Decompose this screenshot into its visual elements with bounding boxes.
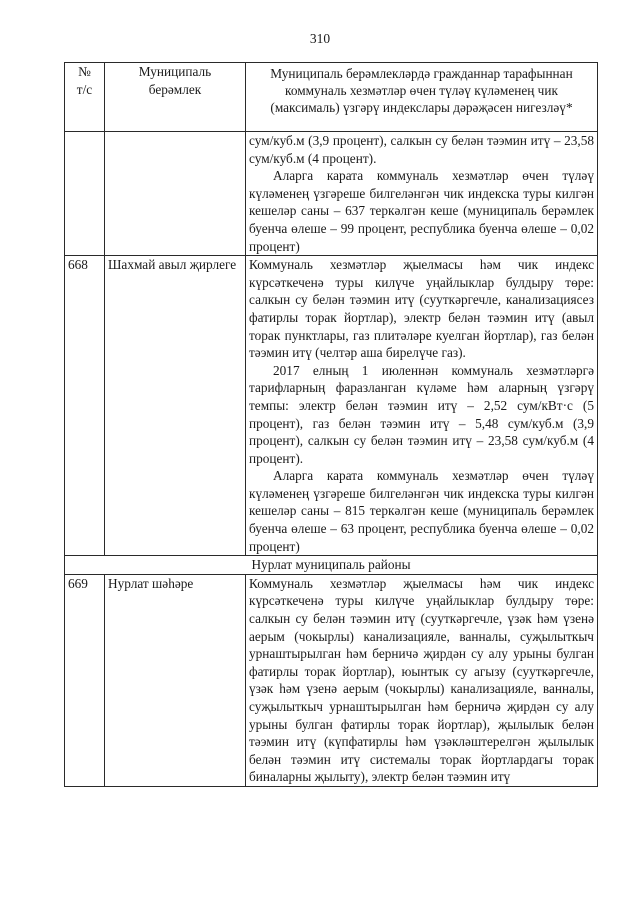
description-paragraph: 2017 елның 1 июленнән коммуналь хезмәтләргә тарифларның фаразланган күләме һәм аларның үзгәрү темпы: электр белән тәэмин итү – 2,52 сум/кВт·с (5 процент), газ белән тәэмин итү – 5,48 сум/куб.м (3,9 процент), салкын су белән тәэмин итү – 23,58 сум/куб.м (4 процент). xyxy=(249,362,594,466)
row-description xyxy=(246,132,598,256)
row-number: 669 xyxy=(65,574,105,786)
header-number xyxy=(65,63,105,132)
row-municipality: Шахмай авыл җирлеге xyxy=(105,256,246,556)
row-description xyxy=(246,574,598,786)
table-header-row xyxy=(65,63,598,132)
row-number: 668 xyxy=(65,256,105,556)
row-municipality xyxy=(105,132,246,256)
header-number-text: № т/с xyxy=(76,64,93,97)
description-paragraph: сум/куб.м (3,9 процент), салкын су белән тәэмин итү – 23,58 сум/куб.м (4 процент). xyxy=(249,133,594,166)
header-description xyxy=(246,63,598,132)
header-description-text: Муниципаль берәмлекләрдә гражданнар тарафыннан коммуналь хезмәтләр өчен түләү күләменең чик (максималь) үзгәрү индекслары дәрәҗәсен нигезләү* xyxy=(270,66,573,115)
header-municipality-text: Муниципаль берәмлек xyxy=(138,64,212,97)
description-paragraph: Коммуналь хезмәтләр җыелмасы һәм чик индекс күрсәткеченә туры килүче уңайлыклар булдыру төре: салкын су белән тәэмин итү (сууткәргечле, канализациясез фатирлы торак йортлар), электр белән тәэмин итү (авыл торак пунктлары, газ плитәләре куелган йортлар), газ белән тәэмин итү (челтәр аша бирелүче газ). xyxy=(249,257,594,361)
tariff-index-table xyxy=(64,62,598,787)
header-municipality xyxy=(105,63,246,132)
table-row xyxy=(65,132,598,256)
table-row xyxy=(65,574,598,786)
row-description xyxy=(246,256,598,556)
section-row xyxy=(65,556,598,575)
page-number: 310 xyxy=(309,31,331,46)
row-number xyxy=(65,132,105,256)
row-municipality: Нурлат шәһәре xyxy=(105,574,246,786)
table-row xyxy=(65,256,598,556)
description-paragraph: Коммуналь хезмәтләр җыелмасы һәм чик индекс күрсәткеченә туры килүче уңайлыклар булдыру төре: салкын су белән тәэмин итү (сууткәргечле, үзәк һәм үзенә аерым (чокырлы) канализацияле, ванналы, суҗылыткыч урнаштырылган һәм берничә җирдән су алу урыны булган фатирлы торак йортлар), юынтык су агызу (сууткәргечле, үзәк һәм үзенә аерым (чокырлы) канализацияле, ванналы, суҗылыткыч урнаштырылган һәм берничә җирдән су алу урыны булган фатирлы торак йортлар), җылылык белән тәэмин итү (күпфатирлы һәм үзәкләштерелгән җылылык белән тәэмин итү системалы торак йортлардагы торак биналарны җылыту), электр белән тәэмин итү xyxy=(249,575,594,785)
table-body xyxy=(65,63,598,787)
description-paragraph: Аларга карата коммуналь хезмәтләр өчен түләү күләменең үзгәреше билгеләнгән чик индекска туры килгән кешеләр саны – 637 теркәлгән кеше (муниципаль берәмлек буенча өлеше – 99 процент, республика буенча өлеше – 0,02 процент) xyxy=(249,168,594,254)
section-title: Нурлат муниципаль районы xyxy=(65,556,598,575)
description-paragraph: Аларга карата коммуналь хезмәтләр өчен түләү күләменең үзгәреше билгеләнгән чик индекска туры килгән кешеләр саны – 815 теркәлгән кеше (муниципаль берәмлек буенча өлеше – 63 процент, республика буенча өлеше – 0,02 процент) xyxy=(249,468,594,554)
